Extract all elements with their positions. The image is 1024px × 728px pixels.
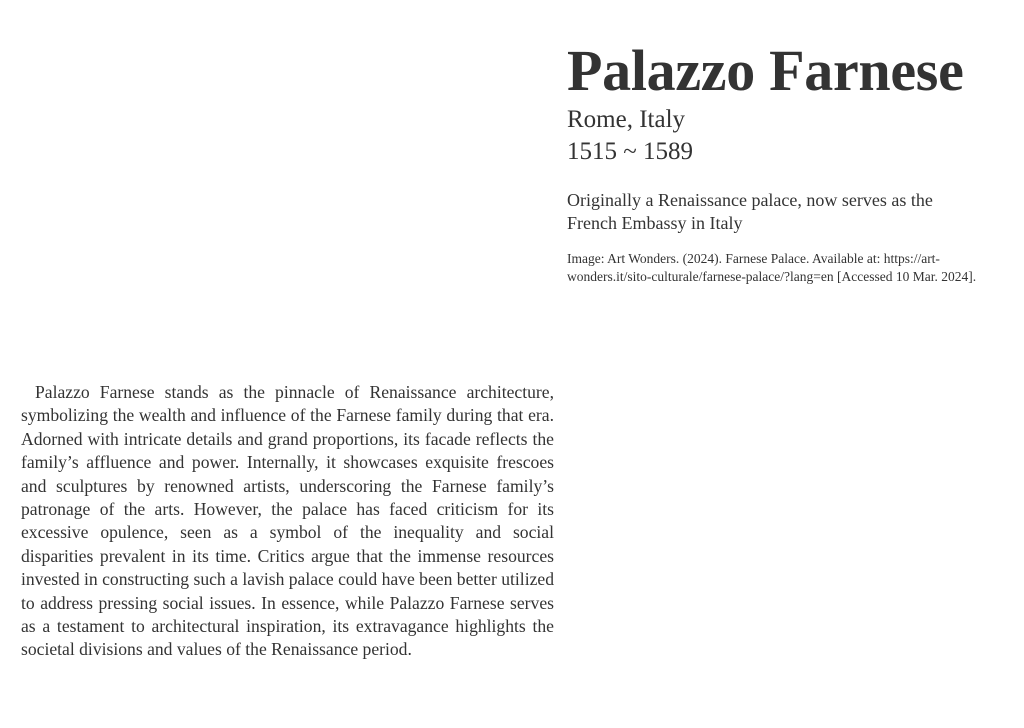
image-placeholder: [0, 0, 555, 365]
info-panel: [567, 38, 1007, 286]
dates-text: 1515 ~ 1589: [567, 138, 694, 165]
page-title: Palazzo Farnese: [567, 38, 964, 103]
body-paragraph: Palazzo Farnese stands as the pinnacle of Renaissance architecture, symbolizing the wealth and influence of the Farnese family during that era. Adorned with intricate details and grand proportions, its facade reflects the family’s affluence and power. Internally, it showcases exquisite frescoes and sculptures by renowned artists, underscoring the Farnese family’s patronage of the arts. However, the palace has faced criticism for its excessive opulence, seen as a symbol of the inequality and social disparities prevalent in its time. Critics argue that the immense resources invested in constructing such a lavish palace could have been better utilized to address pressing social issues. In essence, while Palazzo Farnese serves as a testament to architectural inspiration, its extravagance highlights the societal divisions and values of the Renaissance period.: [21, 382, 555, 660]
location-text: Rome, Italy: [567, 106, 686, 133]
summary-text: Originally a Renaissance palace, now serves as the French Embassy in Italy: [567, 190, 933, 233]
image-credit: Image: Art Wonders. (2024). Farnese Palace. Available at: https://art-wonders.it/sito-culturale/farnese-palace/?lang=en [Accessed 10 Mar. 2024].: [567, 251, 977, 284]
